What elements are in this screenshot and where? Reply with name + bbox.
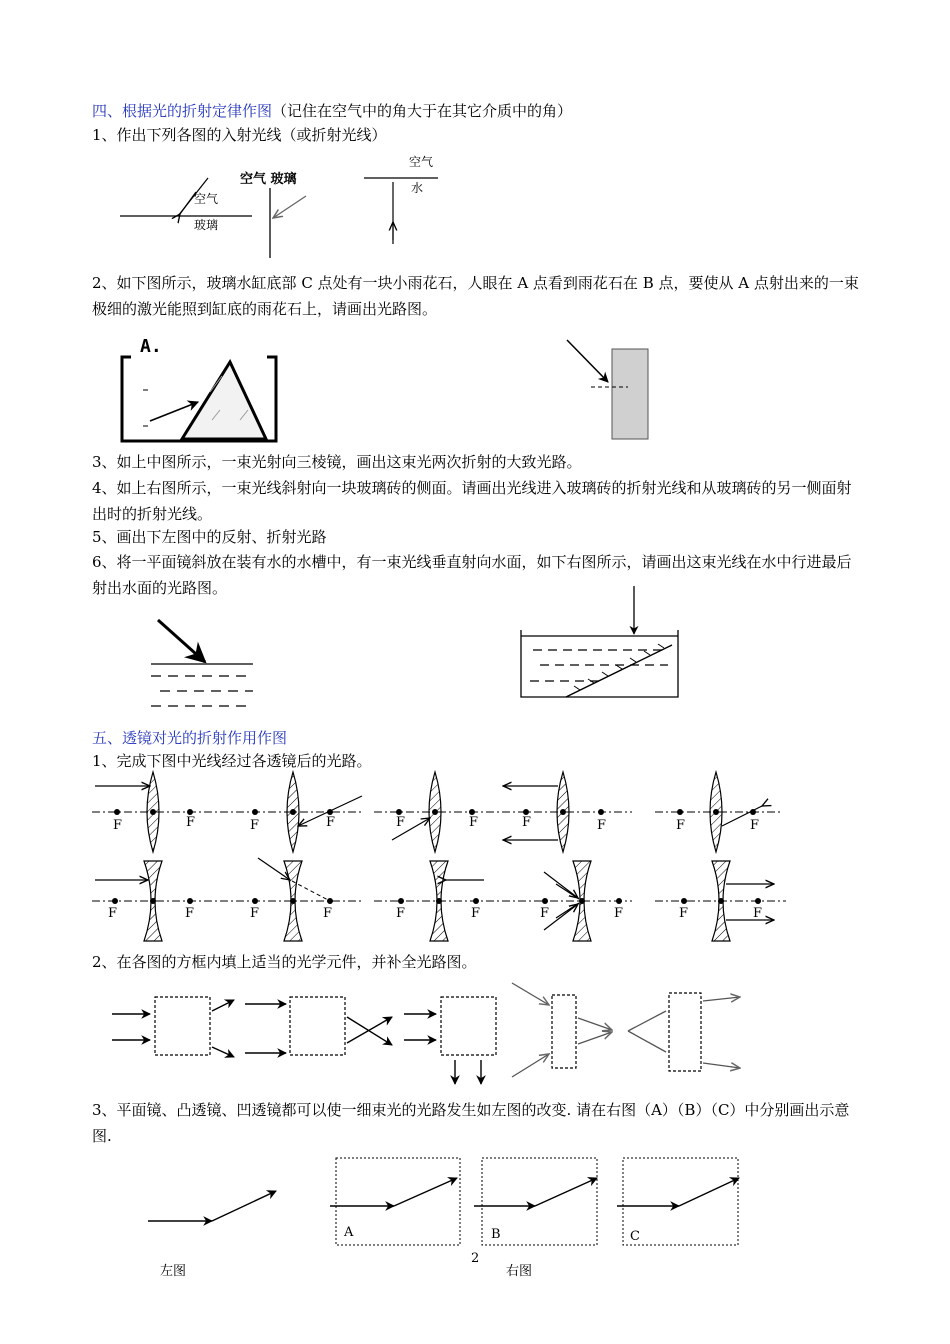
box-A xyxy=(330,1158,460,1245)
fig-prism-tank xyxy=(122,336,276,441)
left-caption: 左图 xyxy=(160,1264,187,1279)
concave-lens-row xyxy=(92,858,786,941)
focus-label: F xyxy=(469,815,479,830)
label-glass-1: 玻璃 xyxy=(194,218,219,232)
focus-label: F xyxy=(185,906,195,921)
focus-label: F xyxy=(108,906,118,921)
focus-label: F xyxy=(250,906,260,921)
section4-note: （记住在空气中的角大于在其它介质中的角） xyxy=(272,102,573,120)
s4-q2: 2、如下图所示，玻璃水缸底部 C 点处有一块小雨花石，人眼在 A 点看到雨花石在 B 点，要使从 A 点射出来的一束极细的激光能照到缸底的雨花石上，请画出光路图。 xyxy=(92,274,859,318)
fig-water-tank-mirror xyxy=(521,586,678,697)
box-fig-3 xyxy=(404,997,496,1084)
box-C xyxy=(617,1158,739,1245)
label-air-glass: 空气 玻璃 xyxy=(240,172,297,187)
s4-q3: 3、如上中图所示，一束光射向三棱镜，画出这束光两次折射的大致光路。 xyxy=(92,453,582,471)
s4-q1: 1、作出下列各图的入射光线（或折射光线） xyxy=(92,126,387,144)
focus-label: F xyxy=(396,906,406,921)
box-B xyxy=(474,1158,597,1245)
focus-label: F xyxy=(186,815,196,830)
page-number: 2 xyxy=(471,1251,480,1266)
label-air-1: 空气 xyxy=(194,192,219,206)
focus-label: F xyxy=(396,815,406,830)
s5-q3: 3、平面镜、凸透镜、凹透镜都可以使一细束光的光路发生如左图的改变. 请在右图（A）（B）（C）中分别画出示意图. xyxy=(92,1101,850,1145)
focus-label: F xyxy=(471,906,481,921)
focus-label: F xyxy=(323,906,333,921)
label-air-3: 空气 xyxy=(409,155,434,169)
optical-box-figures xyxy=(112,983,740,1084)
focus-label: F xyxy=(597,818,607,833)
focus-label: F xyxy=(676,818,686,833)
focus-label: F xyxy=(250,818,260,833)
box-fig-2 xyxy=(245,997,392,1055)
s5-q2: 2、在各图的方框内填上适当的光学元件，并补全光路图。 xyxy=(92,953,477,971)
s4-q4: 4、如上右图所示，一束光线斜射向一块玻璃砖的侧面。请画出光线进入玻璃砖的折射光线和从玻璃砖的另一侧面射出时的折射光线。 xyxy=(92,479,852,523)
s4-q5: 5、画出下左图中的反射、折射光路 xyxy=(92,528,327,546)
fig-glass-brick xyxy=(567,340,648,439)
s5-q1: 1、完成下图中光线经过各透镜后的光路。 xyxy=(92,752,372,770)
box-fig-4 xyxy=(512,983,612,1077)
s4-q6: 6、将一平面镜斜放在装有水的水槽中，有一束光线垂直射向水面，如下右图所示，请画出这束光线在水中行进最后射出水面的光路图。 xyxy=(92,553,852,597)
box-fig-1 xyxy=(112,997,234,1057)
section4-title: 四、根据光的折射定律作图 xyxy=(92,102,273,120)
focus-label: F xyxy=(614,906,624,921)
left-figure xyxy=(148,1191,276,1279)
box-fig-5 xyxy=(628,993,740,1071)
section5-title: 五、透镜对光的折射作用作图 xyxy=(92,729,288,747)
focus-label: F xyxy=(753,906,763,921)
box-label-a: A xyxy=(344,1225,354,1240)
fig-refraction-2 xyxy=(240,171,306,258)
convex-lens-row xyxy=(92,772,782,852)
fig-refraction-1 xyxy=(120,178,252,232)
fig-reflect-refract xyxy=(151,620,253,706)
focus-label: F xyxy=(326,815,336,830)
right-caption: 右图 xyxy=(506,1264,533,1279)
label-water: 水 xyxy=(411,181,424,195)
focus-label: F xyxy=(522,815,532,830)
box-label-c: C xyxy=(630,1229,640,1244)
label-point-a: A. xyxy=(140,336,162,357)
fig-refraction-3 xyxy=(364,154,438,244)
focus-label: F xyxy=(540,906,550,921)
focus-label: F xyxy=(113,818,123,833)
concave-lens-2 xyxy=(250,858,333,941)
focus-label: F xyxy=(679,906,689,921)
box-label-b: B xyxy=(491,1227,501,1242)
focus-label: F xyxy=(750,818,760,833)
